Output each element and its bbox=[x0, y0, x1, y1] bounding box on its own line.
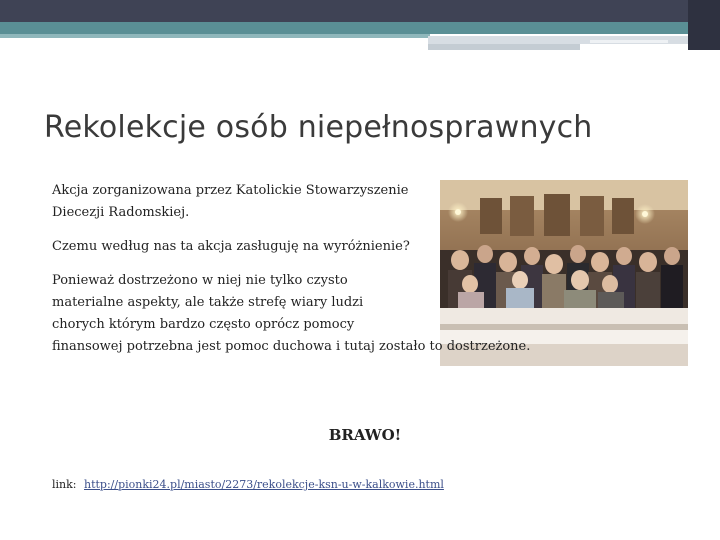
source-link[interactable]: http://pionki24.pl/miasto/2273/rekolekcje-ksn-u-w-kalkowie.html bbox=[84, 478, 444, 491]
reason-line-1: Ponieważ dostrzeżono w niej nie tylko czysto bbox=[52, 273, 348, 288]
header-teal-bar bbox=[0, 22, 688, 34]
brawo-label: BRAWO! bbox=[328, 426, 402, 444]
link-label: link: bbox=[52, 478, 77, 491]
header-gray-bar-2 bbox=[428, 44, 580, 50]
brawo-text bbox=[0, 426, 720, 444]
header-dark-bar-end bbox=[688, 0, 720, 50]
slide-body bbox=[52, 180, 572, 358]
reason-line-4: finansowej potrzebna jest pomoc duchowa i tutaj zostało to dostrzeżone. bbox=[52, 339, 531, 354]
header-gray-bar-3 bbox=[590, 40, 668, 43]
header-dark-bar bbox=[0, 0, 720, 22]
source-link-row bbox=[52, 478, 444, 491]
paragraph-question: Czemu według nas ta akcja zasługuję na wyróżnienie? bbox=[52, 239, 410, 254]
paragraph-organizer: Akcja zorganizowana przez Katolickie Stowarzyszenie Diecezji Radomskiej. bbox=[52, 183, 409, 220]
reason-line-2: materialne aspekty, ale także strefę wiary ludzi bbox=[52, 295, 364, 310]
reason-line-3: chorych którym bardzo często oprócz pomocy bbox=[52, 317, 355, 332]
slide-title: Rekolekcje osób niepełnosprawnych bbox=[44, 110, 593, 145]
paragraph-reason bbox=[52, 270, 531, 358]
header-teal-light-bar bbox=[0, 34, 430, 38]
